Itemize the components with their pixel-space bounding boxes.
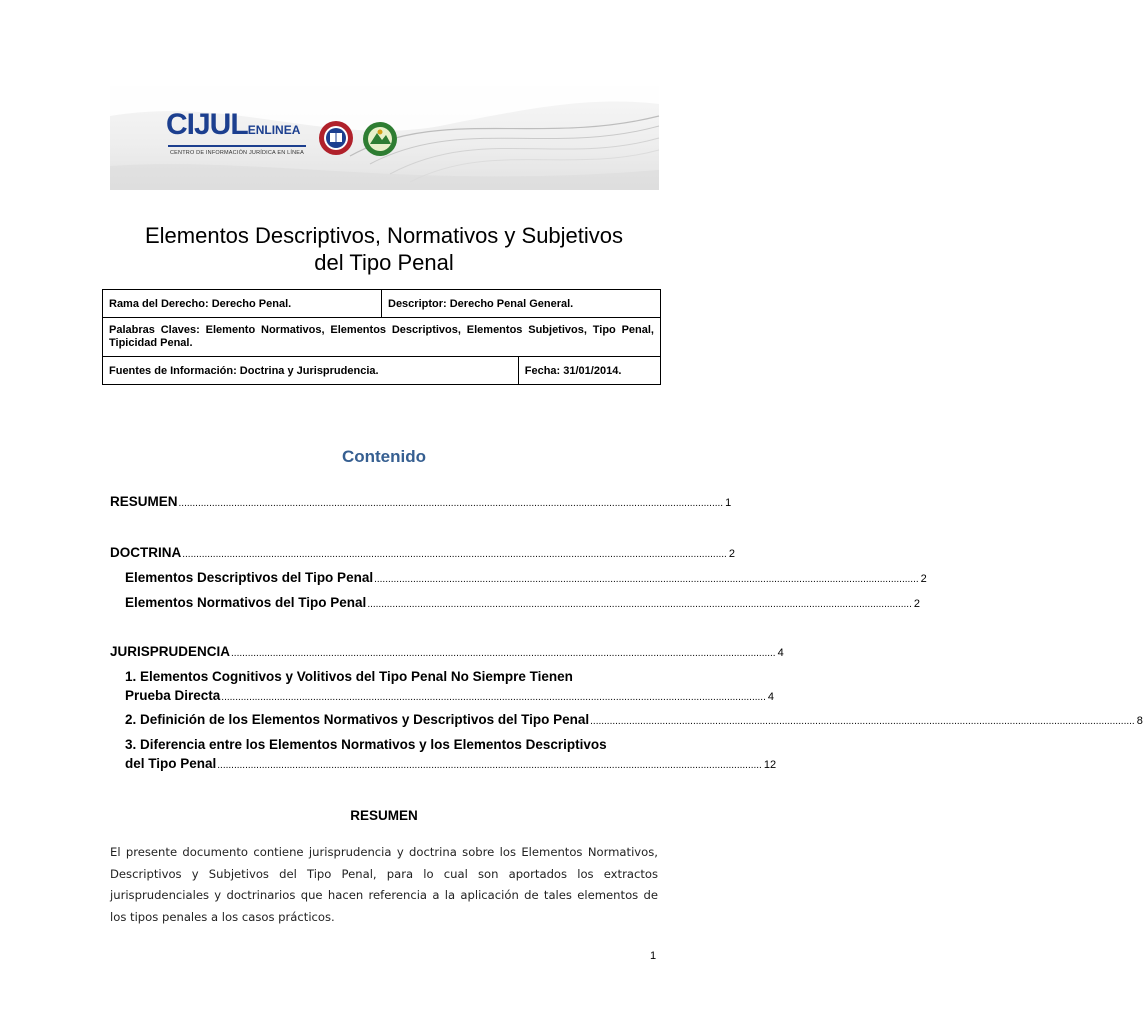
toc-label: 2. Definición de los Elementos Normativos y Descriptivos del Tipo Penal xyxy=(125,712,590,727)
toc-page-number: 1 xyxy=(725,497,732,509)
header-banner xyxy=(110,86,659,190)
toc-leader-dots: .................................................................................................................................................................................................... xyxy=(231,648,776,659)
university-seal-icon xyxy=(318,120,354,156)
contents-heading: Contenido xyxy=(341,447,427,466)
rama-cell: Rama del Derecho: Derecho Penal. xyxy=(103,290,382,318)
faculty-seal-icon xyxy=(362,120,398,158)
page-number: 1 xyxy=(650,950,657,962)
toc-label: RESUMEN xyxy=(110,494,178,509)
toc-leader-dots: .................................................................................................................................................................................................... xyxy=(374,574,919,585)
document-title xyxy=(60,222,708,276)
toc-entry-3-line-1[interactable]: 3. Diferencia entre los Elementos Normativos y los Elementos Descriptivos xyxy=(125,737,607,752)
keywords-cell: Palabras Claves: Elemento Normativos, Elementos Descriptivos, Elementos Subjetivos, Tipo Penal, Tipicidad Penal. xyxy=(103,318,661,357)
toc-label: Prueba Directa xyxy=(125,688,221,703)
title-line-1: Elementos Descriptivos, Normativos y Subjetivos xyxy=(144,223,624,248)
title-line-2: del Tipo Penal xyxy=(314,250,454,275)
toc-entry-3-line-2[interactable] xyxy=(125,756,777,771)
cijul-logo xyxy=(166,110,300,140)
toc-leader-dots: .................................................................................................................................................................................................... xyxy=(178,498,724,509)
toc-entry-jurisprudencia[interactable] xyxy=(110,644,784,659)
toc-label: Elementos Normativos del Tipo Penal xyxy=(125,595,367,610)
toc-entry-2[interactable] xyxy=(125,712,1143,727)
logo-subtitle: CENTRO DE INFORMACIÓN JURÍDICA EN LÍNEA xyxy=(170,150,305,156)
descriptor-cell: Descriptor: Derecho Penal General. xyxy=(382,290,661,318)
logo-suffix-text: ENLINEA xyxy=(247,123,301,137)
toc-entry-1-line-2[interactable] xyxy=(125,688,774,703)
toc-label: Elementos Descriptivos del Tipo Penal xyxy=(125,570,374,585)
resumen-paragraph: El presente documento contiene jurisprudencia y doctrina sobre los Elementos Normativos, Descriptivos y Subjetivos del Tipo Penal, para lo cual son aportados los extractos jurisprudenciales y doctrinarios que hacen referencia a la aplicación de tales elementos de los tipos penales a los casos prácticos. xyxy=(110,845,658,924)
toc-entry-normativos[interactable] xyxy=(125,595,920,610)
toc-page-number: 2 xyxy=(728,548,735,560)
toc-leader-dots: .................................................................................................................................................................................................... xyxy=(217,760,762,771)
toc-label: DOCTRINA xyxy=(110,545,182,560)
toc-leader-dots: .................................................................................................................................................................................................... xyxy=(221,692,766,703)
toc-page-number: 12 xyxy=(763,759,777,771)
toc-label: del Tipo Penal xyxy=(125,756,217,771)
date-cell: Fecha: 31/01/2014. xyxy=(518,357,660,385)
toc-page-number: 8 xyxy=(1136,715,1143,727)
toc-entry-descriptivos[interactable] xyxy=(125,570,927,585)
toc-label: JURISPRUDENCIA xyxy=(110,644,231,659)
toc-page-number: 2 xyxy=(920,573,927,585)
logo-main-text: CIJUL xyxy=(166,108,248,141)
toc-entry-resumen[interactable] xyxy=(110,494,732,509)
toc-page-number: 4 xyxy=(767,691,774,703)
toc-page-number: 2 xyxy=(913,598,920,610)
toc-entry-doctrina[interactable] xyxy=(110,545,735,560)
resumen-heading: RESUMEN xyxy=(350,808,418,823)
logo-underline xyxy=(168,145,306,147)
toc-leader-dots: .................................................................................................................................................................................................... xyxy=(367,599,912,610)
toc-entry-1-line-1[interactable]: 1. Elementos Cognitivos y Volitivos del Tipo Penal No Siempre Tienen xyxy=(125,669,573,684)
document-info-table xyxy=(102,289,661,385)
sources-cell: Fuentes de Información: Doctrina y Jurisprudencia. xyxy=(103,357,519,385)
toc-leader-dots: .................................................................................................................................................................................................... xyxy=(590,716,1135,727)
toc-leader-dots: .................................................................................................................................................................................................... xyxy=(182,549,727,560)
toc-page-number: 4 xyxy=(777,647,784,659)
